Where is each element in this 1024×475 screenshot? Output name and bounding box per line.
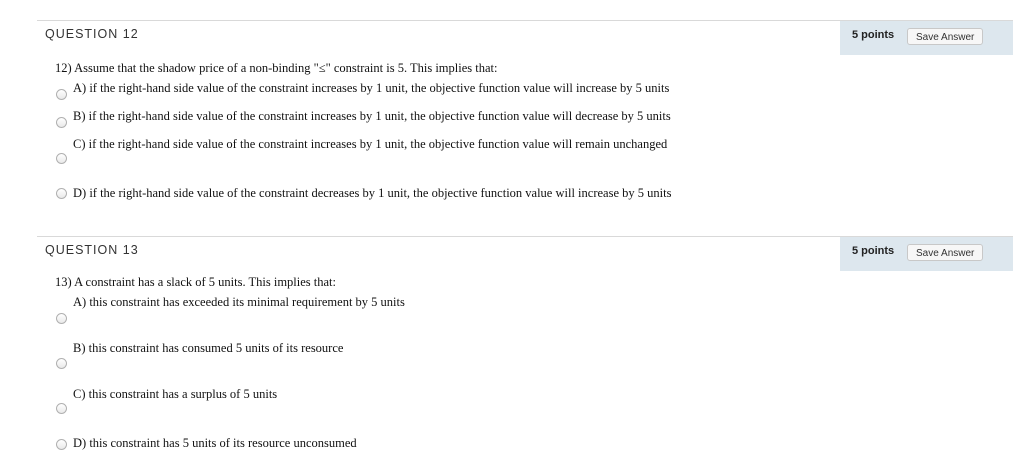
- question-title: QUESTION 12: [45, 27, 139, 41]
- option-d-text: D) this constraint has 5 units of its resource unconsumed: [73, 436, 357, 450]
- option-d-radio[interactable]: [56, 188, 67, 199]
- option-a-radio[interactable]: [56, 89, 67, 100]
- option-a-text: A) this constraint has exceeded its minimal requirement by 5 units: [73, 295, 405, 309]
- option-b-radio[interactable]: [56, 117, 67, 128]
- points-panel: [840, 237, 1013, 271]
- option-b-text: B) if the right-hand side value of the constraint increases by 1 unit, the objective function value will decrease by 5 units: [73, 109, 671, 123]
- option-a-text: A) if the right-hand side value of the constraint increases by 1 unit, the objective function value will increase by 5 units: [73, 81, 670, 95]
- option-c-radio[interactable]: [56, 153, 67, 164]
- question-13: [37, 236, 1013, 450]
- points-label: 5 points: [852, 29, 895, 41]
- points-label: 5 points: [852, 245, 895, 257]
- question-prompt: 13) A constraint has a slack of 5 units. This implies that:: [55, 275, 336, 289]
- question-header: [37, 20, 1013, 55]
- option-d-text: D) if the right-hand side value of the constraint decreases by 1 unit, the objective function value will increase by 5 units: [73, 186, 672, 200]
- option-c-text: C) if the right-hand side value of the constraint increases by 1 unit, the objective function value will remain unchanged: [73, 137, 668, 151]
- option-b-radio[interactable]: [56, 358, 67, 369]
- option-a-radio[interactable]: [56, 313, 67, 324]
- points-panel: [840, 21, 1013, 55]
- option-c-radio[interactable]: [56, 403, 67, 414]
- option-d-radio[interactable]: [56, 439, 67, 450]
- question-prompt: 12) Assume that the shadow price of a non-binding "≤" constraint is 5. This implies that:: [55, 61, 498, 75]
- option-c-text: C) this constraint has a surplus of 5 units: [73, 387, 278, 401]
- question-title: QUESTION 13: [45, 243, 139, 257]
- save-answer-button[interactable]: Save Answer: [907, 244, 983, 261]
- option-b-text: B) this constraint has consumed 5 units of its resource: [73, 341, 344, 355]
- save-answer-button[interactable]: Save Answer: [907, 28, 983, 45]
- question-12: [37, 20, 1013, 200]
- question-header: [37, 236, 1013, 271]
